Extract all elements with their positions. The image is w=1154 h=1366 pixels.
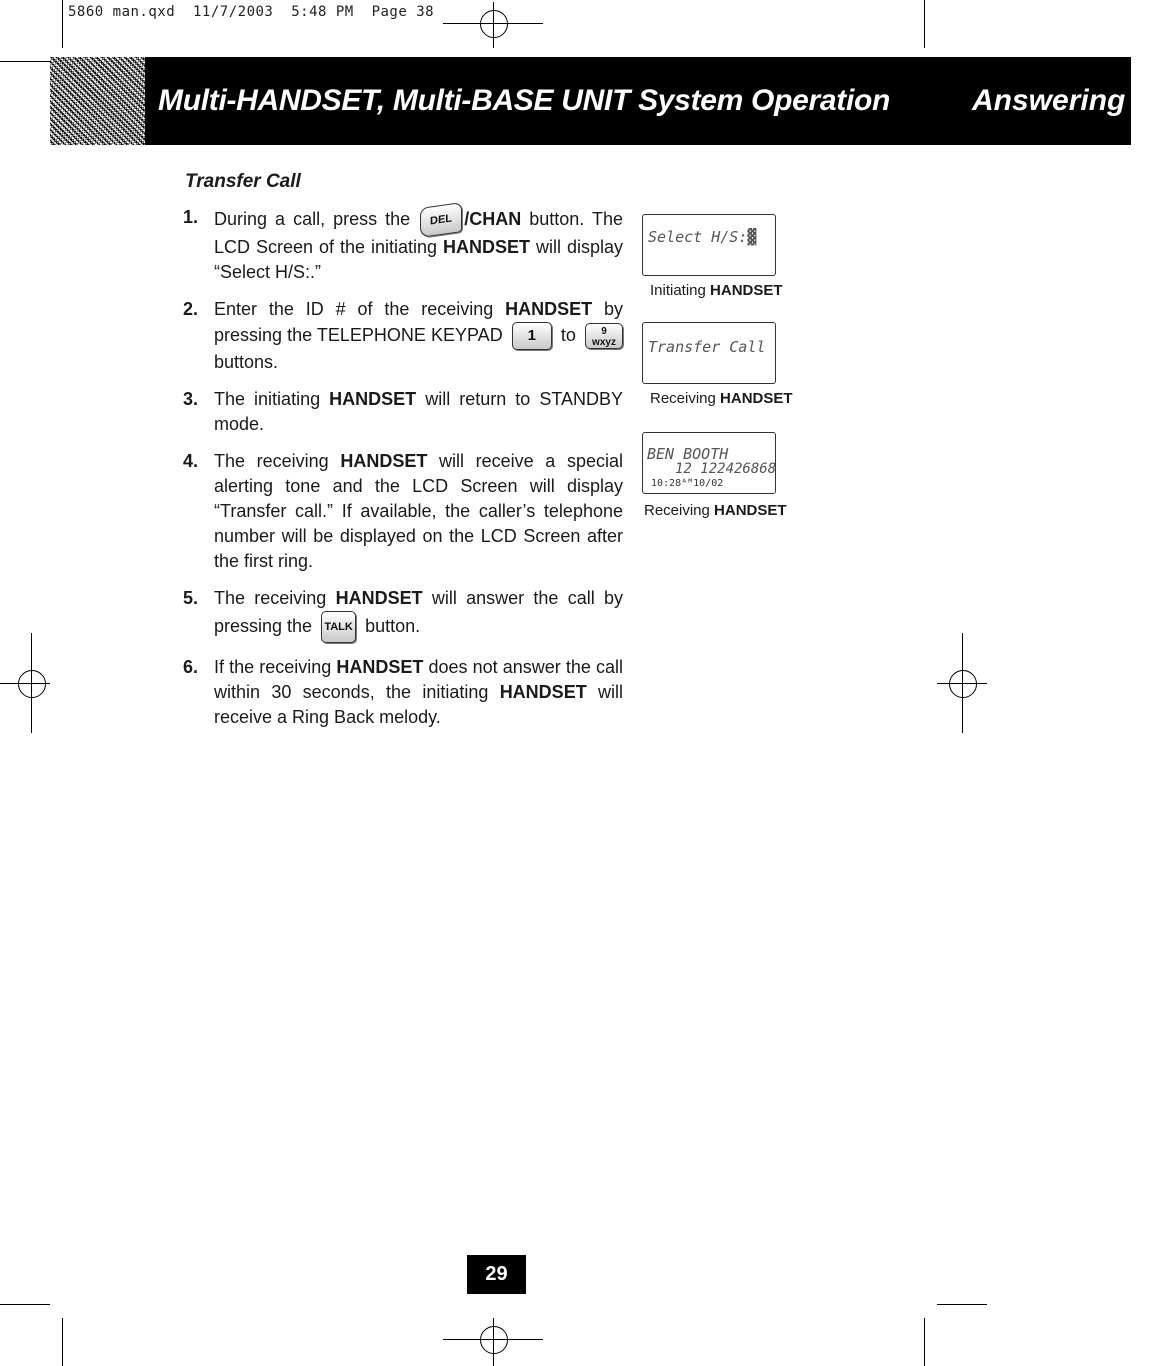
step-text: to xyxy=(560,324,576,345)
crop-mark xyxy=(924,0,925,48)
section-title: Transfer Call xyxy=(185,171,301,192)
step-text: does not answer the call within 30 seconds, the initiating xyxy=(214,657,624,702)
step-text: During a call, press the xyxy=(214,208,411,229)
step-number: 2. xyxy=(183,299,199,319)
lcd-screen-initiating xyxy=(642,214,776,276)
registration-mark xyxy=(949,670,977,698)
lcd-line: 12 122426868 xyxy=(675,461,777,477)
key-letters: wxyz xyxy=(592,337,616,348)
lcd-line: Select H/S:▓ xyxy=(648,228,757,246)
chan-label: /CHAN xyxy=(464,208,522,229)
caption-text: Receiving xyxy=(650,390,721,407)
keypad-1-icon: 1 xyxy=(512,322,552,350)
step-text: The receiving xyxy=(214,451,341,471)
caption-bold: HANDSET xyxy=(714,502,787,519)
handset-label: HANDSET xyxy=(329,389,417,409)
crop-mark xyxy=(937,1304,987,1305)
del-key-icon: DEL xyxy=(420,202,462,238)
lcd-line: Transfer Call xyxy=(648,338,766,356)
caption-text: Initiating xyxy=(650,282,711,299)
step-number: 5. xyxy=(183,588,199,608)
header-texture xyxy=(50,57,145,145)
lcd-line: 10:28ᴬᴹ10/02 xyxy=(651,478,724,489)
step-text: The initiating xyxy=(214,389,330,409)
registration-line xyxy=(962,633,963,733)
keypad-9-icon xyxy=(585,323,623,349)
step-number: 6. xyxy=(183,657,199,677)
registration-line xyxy=(493,1318,494,1366)
steps-list xyxy=(183,205,623,742)
caption-bold: HANDSET xyxy=(720,390,793,407)
page-number: 29 xyxy=(467,1255,526,1294)
step-3 xyxy=(183,387,623,437)
step-text: button. xyxy=(365,615,421,636)
registration-line xyxy=(0,683,50,684)
crop-mark xyxy=(0,1304,50,1305)
caption-bold: HANDSET xyxy=(710,282,783,299)
step-text: Enter the ID # of the receiving xyxy=(214,299,506,319)
talk-key-icon: TALK xyxy=(321,611,356,643)
step-text: will display “Select H/S:.” xyxy=(214,237,623,282)
step-5 xyxy=(183,586,623,643)
crop-mark xyxy=(62,1318,63,1366)
step-text: The receiving xyxy=(214,588,336,608)
header-right-title: Answering S xyxy=(972,84,1154,117)
lcd-screen-caller-id xyxy=(642,432,776,494)
handset-label: HANDSET xyxy=(335,588,423,608)
registration-mark xyxy=(18,670,46,698)
handset-label: HANDSET xyxy=(443,237,531,257)
header-title: Multi-HANDSET, Multi-BASE UNIT System Operation xyxy=(158,84,891,117)
key-digit: 9 xyxy=(601,326,607,337)
registration-line xyxy=(493,2,494,48)
step-number: 1. xyxy=(183,207,199,227)
registration-mark xyxy=(480,1326,508,1354)
step-number: 4. xyxy=(183,451,199,471)
registration-mark xyxy=(480,10,508,38)
crop-mark xyxy=(0,61,50,62)
step-1 xyxy=(183,205,623,285)
handset-label: HANDSET xyxy=(505,299,593,319)
step-text: If the receiving xyxy=(214,657,337,677)
handset-label: HANDSET xyxy=(336,657,424,677)
step-text: button. The LCD Screen of the initiating xyxy=(214,208,623,257)
step-text: will receive a Ring Back melody. xyxy=(214,682,624,727)
lcd-line: BEN BOOTH xyxy=(647,445,729,463)
step-text: will receive a special alerting tone and the LCD Screen will display “Transfer call.” If available, the caller’s telephone number will be displayed on the LCD Screen after the first ring. xyxy=(214,451,623,571)
step-4 xyxy=(183,449,623,574)
lcd-caption xyxy=(650,390,793,407)
handset-label: HANDSET xyxy=(499,682,587,702)
handset-label: HANDSET xyxy=(340,451,428,471)
step-text: will answer the call by pressing the xyxy=(214,588,623,636)
lcd-screen-receiving xyxy=(642,322,776,384)
lcd-caption xyxy=(650,282,783,299)
lcd-caption xyxy=(644,502,787,519)
crop-mark xyxy=(924,1318,925,1366)
step-2 xyxy=(183,297,623,375)
registration-line xyxy=(31,633,32,733)
step-number: 3. xyxy=(183,389,199,409)
step-6 xyxy=(183,655,623,730)
caption-text: Receiving xyxy=(644,502,715,519)
crop-mark xyxy=(62,0,63,48)
step-text: will return to STANDBY mode. xyxy=(214,389,624,434)
step-text: by pressing the TELEPHONE KEYPAD xyxy=(214,299,623,345)
step-text: buttons. xyxy=(214,352,279,372)
print-slug: 5860 man.qxd 11/7/2003 5:48 PM Page 38 xyxy=(68,4,435,20)
